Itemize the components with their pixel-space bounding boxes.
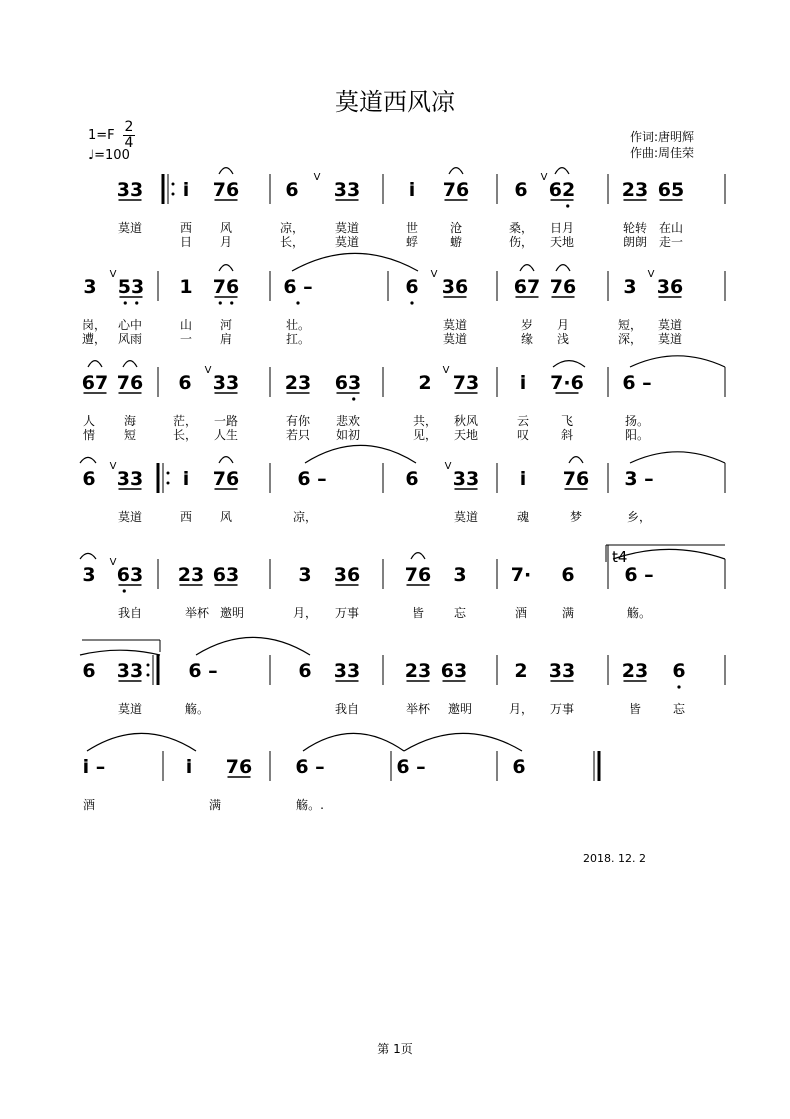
lyric-line-2: 蜉	[405, 235, 419, 249]
lyric-line-2: 阳。	[624, 428, 650, 442]
score-system-4	[82, 463, 725, 524]
slur-tie	[219, 457, 233, 463]
repeat-dot	[147, 674, 150, 677]
note: 63	[116, 564, 144, 586]
lyric-line-1: 飞	[560, 414, 574, 428]
note: 6 –	[295, 756, 325, 778]
pitch-annotation: t4	[612, 548, 628, 566]
note: 6	[285, 179, 299, 201]
note: 63	[334, 372, 362, 394]
lyric-line-1: 月，	[292, 606, 318, 620]
note: 3	[623, 276, 637, 298]
lyric-line-1: 日月	[549, 221, 575, 235]
note: 2	[514, 660, 528, 682]
note: i	[182, 179, 190, 201]
lyric-line-2: 短	[123, 428, 137, 442]
breath-mark: V	[204, 365, 212, 376]
breath-mark: V	[442, 365, 450, 376]
note: 33	[548, 660, 576, 682]
note: 67	[81, 372, 109, 394]
lyric-line-1: 云	[516, 414, 530, 428]
note: 76	[442, 179, 470, 201]
breath-mark: V	[540, 172, 548, 183]
note: 76	[549, 276, 577, 298]
note: 33	[116, 468, 144, 490]
note: 6	[298, 660, 312, 682]
breath-mark: V	[313, 172, 321, 183]
slur-tie	[88, 361, 102, 367]
time-signature	[123, 120, 135, 151]
note: 1	[179, 276, 193, 298]
note: 33	[212, 372, 240, 394]
lyric-line-2: 莫道	[442, 332, 468, 346]
lyric-line-1: 西	[179, 510, 193, 524]
lyric-line-2: 蝣	[449, 235, 463, 249]
lyric-line-1: 皆	[411, 606, 425, 620]
note: 6 –	[297, 468, 327, 490]
lyric-line-2: 天地	[549, 235, 575, 249]
note: 3	[298, 564, 312, 586]
note: 6	[178, 372, 192, 394]
lyric-line-2: 叹	[516, 428, 530, 442]
note: 53	[117, 276, 145, 298]
key-signature: 1=F	[88, 128, 115, 143]
note: 6	[514, 179, 528, 201]
note: 3	[83, 276, 97, 298]
note: 62	[548, 179, 576, 201]
lyric-line-1: 月	[556, 318, 570, 332]
tempo-marking	[88, 148, 130, 163]
slur-tie	[80, 457, 96, 463]
lyric-line-1: 人	[82, 414, 96, 428]
lyric-line-2: 遭，	[81, 332, 107, 346]
lyric-line-1: 短，	[617, 318, 643, 332]
note: 63	[440, 660, 468, 682]
slur-tie	[553, 361, 585, 367]
note: 6	[561, 564, 575, 586]
note: 3 –	[624, 468, 654, 490]
note: 23	[284, 372, 312, 394]
lyric-line-1: 共，	[412, 414, 438, 428]
lyric-line-1: 忘	[672, 702, 686, 716]
composer-credit: 作曲:周佳荣	[630, 146, 695, 160]
repeat-dot	[147, 664, 150, 667]
tempo-value: =100	[94, 148, 130, 163]
lyric-line-1: 莫道	[117, 510, 143, 524]
note: 6 –	[396, 756, 426, 778]
lyric-line-2: 情	[82, 428, 96, 442]
lyric-line-1: 莫道	[117, 221, 143, 235]
lyric-line-2: 日	[179, 235, 193, 249]
lyric-line-1: 觞。.	[296, 798, 324, 812]
note: 23	[177, 564, 205, 586]
slur-tie	[630, 452, 725, 463]
note: i	[185, 756, 193, 778]
low-octave-dot	[677, 685, 680, 688]
lyric-line-1: 觞。	[626, 606, 652, 620]
note: 36	[441, 276, 469, 298]
breath-mark: V	[444, 461, 452, 472]
lyric-line-1: 满	[208, 798, 222, 812]
slur-tie	[556, 265, 570, 271]
quarter-note-icon: ♩	[88, 148, 95, 163]
repeat-dot	[172, 183, 175, 186]
song-title: 莫道西风凉	[335, 88, 455, 116]
note: 33	[116, 179, 144, 201]
low-octave-dot	[566, 204, 569, 207]
note: 7·6	[550, 372, 584, 394]
lyric-line-2: 一	[179, 332, 193, 346]
lyric-line-1: 满	[561, 606, 575, 620]
lyric-line-2: 莫道	[334, 235, 360, 249]
slur-tie	[555, 168, 569, 174]
lyric-line-1: 岁	[520, 318, 534, 332]
lyricist-credit: 作词:唐明辉	[630, 130, 695, 144]
note: 33	[333, 179, 361, 201]
score-system-7	[83, 751, 599, 812]
lyric-line-1: 秋风	[453, 414, 479, 428]
slur-tie	[80, 650, 160, 655]
lyric-line-2: 伤，	[508, 235, 534, 249]
note: 67	[513, 276, 541, 298]
lyric-line-1: 莫道	[442, 318, 468, 332]
lyric-line-1: 莫道	[453, 510, 479, 524]
slur-tie	[449, 168, 463, 174]
note: 76	[212, 276, 240, 298]
score-system-6	[82, 655, 725, 716]
lyric-line-1: 莫道	[117, 702, 143, 716]
note: 33	[116, 660, 144, 682]
low-octave-dot	[296, 301, 299, 304]
lyric-line-2: 缘	[520, 332, 534, 346]
note: i	[519, 468, 527, 490]
note: 6	[82, 660, 96, 682]
lyric-line-1: 莫道	[657, 318, 683, 332]
repeat-dot	[167, 482, 170, 485]
note: 33	[452, 468, 480, 490]
note: 76	[225, 756, 253, 778]
note: i	[519, 372, 527, 394]
slur-tie	[219, 265, 233, 271]
slur-tie	[80, 553, 96, 559]
slur-tie	[196, 637, 310, 655]
lyric-line-1: 海	[123, 414, 137, 428]
lyric-line-1: 莫道	[334, 221, 360, 235]
breath-mark: V	[430, 269, 438, 280]
breath-mark: V	[109, 557, 117, 568]
lyric-line-1: 轮转	[622, 221, 648, 235]
lyric-line-2: 天地	[453, 428, 479, 442]
lyric-line-2: 肩	[219, 332, 233, 346]
repeat-dot	[172, 193, 175, 196]
lyric-line-1: 酒	[82, 798, 96, 812]
lyric-line-1: 风	[219, 221, 233, 235]
time-signature-bottom: 4	[124, 135, 134, 151]
note: 23	[621, 179, 649, 201]
lyric-line-1: 桑，	[508, 221, 534, 235]
lyric-line-2: 走一	[658, 235, 684, 249]
low-octave-dot	[219, 301, 222, 304]
slur-tie	[123, 361, 137, 367]
note: 76	[562, 468, 590, 490]
lyric-line-1: 乡，	[626, 510, 652, 524]
lyric-line-2: 莫道	[657, 332, 683, 346]
lyric-line-1: 风	[219, 510, 233, 524]
note: 33	[333, 660, 361, 682]
slur-tie	[613, 549, 725, 559]
lyric-line-1: 凉，	[279, 221, 305, 235]
note: 6 –	[624, 564, 654, 586]
score-system-2	[82, 271, 725, 346]
lyric-line-1: 忘	[453, 606, 467, 620]
lyric-line-1: 酒	[514, 606, 528, 620]
lyric-line-1: 一路	[213, 414, 239, 428]
lyric-line-2: 朗朗	[622, 235, 648, 249]
lyric-line-2: 若只	[285, 428, 311, 442]
date-stamp: 2018. 12. 2	[583, 852, 646, 865]
note: 63	[212, 564, 240, 586]
lyric-line-1: 万事	[549, 702, 575, 716]
slur-tie	[520, 265, 534, 271]
note: 23	[621, 660, 649, 682]
lyric-line-1: 心中	[117, 318, 143, 332]
slur-tie	[569, 457, 583, 463]
lyric-line-1: 梦	[569, 510, 583, 524]
low-octave-dot	[123, 589, 126, 592]
lyric-line-2: 见，	[412, 428, 438, 442]
note: 2	[418, 372, 432, 394]
lyric-line-1: 山	[179, 318, 193, 332]
time-signature-top: 2	[124, 119, 134, 135]
slur-tie	[305, 445, 416, 463]
breath-mark: V	[109, 269, 117, 280]
lyric-line-2: 月	[219, 235, 233, 249]
lyric-line-1: 我自	[117, 606, 143, 620]
lyric-line-1: 皆	[628, 702, 642, 716]
low-octave-dot	[124, 301, 127, 304]
repeat-dot	[167, 472, 170, 475]
lyric-line-2: 长，	[279, 235, 305, 249]
note: 73	[452, 372, 480, 394]
lyric-line-1: 万事	[334, 606, 360, 620]
note: i	[408, 179, 416, 201]
note: 76	[212, 179, 240, 201]
note: 6 –	[622, 372, 652, 394]
note: i –	[82, 756, 106, 778]
lyric-line-1: 西	[179, 221, 193, 235]
slur-tie	[404, 733, 522, 751]
lyric-line-1: 世	[405, 221, 419, 235]
note: 36	[656, 276, 684, 298]
note: 36	[333, 564, 361, 586]
lyric-line-1: 沧	[449, 221, 463, 235]
slur-tie	[219, 168, 233, 174]
note: 23	[404, 660, 432, 682]
note: 76	[212, 468, 240, 490]
low-octave-dot	[410, 301, 413, 304]
note: 65	[657, 179, 685, 201]
score-system-1	[117, 174, 725, 249]
note: 6	[512, 756, 526, 778]
low-octave-dot	[352, 397, 355, 400]
lyric-line-1: 魂	[516, 510, 530, 524]
lyric-line-1: 举杯	[184, 606, 210, 620]
slur-tie	[303, 733, 404, 751]
note: 6 –	[283, 276, 313, 298]
lyric-line-1: 在山	[658, 221, 684, 235]
note: 7·	[510, 564, 532, 586]
lyric-line-2: 深，	[617, 332, 643, 346]
note: 6	[82, 468, 96, 490]
lyric-line-1: 凉，	[292, 510, 318, 524]
note: 76	[116, 372, 144, 394]
score-system-5	[82, 545, 725, 620]
lyric-line-2: 浅	[556, 332, 570, 346]
slur-tie	[630, 356, 725, 367]
breath-mark: V	[109, 461, 117, 472]
note: 3	[453, 564, 467, 586]
note: 6 –	[188, 660, 218, 682]
low-octave-dot	[135, 301, 138, 304]
lyric-line-2: 如初	[335, 428, 361, 442]
lyric-line-2: 扛。	[285, 332, 311, 346]
lyric-line-1: 举杯	[405, 702, 431, 716]
lyric-line-1: 扬。	[624, 414, 650, 428]
lyric-line-1: 邀明	[447, 702, 473, 716]
lyric-line-1: 茫，	[172, 414, 198, 428]
slur-tie	[411, 553, 425, 559]
lyric-line-1: 岗，	[81, 318, 107, 332]
lyric-line-1: 河	[219, 318, 233, 332]
note: 3	[82, 564, 96, 586]
score-system-3	[82, 367, 725, 442]
lyric-line-1: 壮。	[285, 318, 311, 332]
lyric-line-1: 我自	[334, 702, 360, 716]
page-number: 第 1页	[377, 1042, 413, 1056]
note: 6	[405, 468, 419, 490]
note: 6	[672, 660, 686, 682]
note: i	[182, 468, 190, 490]
lyric-line-2: 长，	[172, 428, 198, 442]
low-octave-dot	[230, 301, 233, 304]
slur-tie	[87, 733, 196, 751]
lyric-line-1: 有你	[285, 414, 311, 428]
note: 6	[405, 276, 419, 298]
lyric-line-2: 斜	[560, 428, 574, 442]
lyric-line-2: 人生	[213, 428, 239, 442]
lyric-line-1: 悲欢	[335, 414, 361, 428]
lyric-line-1: 觞。	[184, 702, 210, 716]
lyric-line-2: 风雨	[117, 332, 143, 346]
lyric-line-1: 月，	[508, 702, 534, 716]
breath-mark: V	[647, 269, 655, 280]
lyric-line-1: 邀明	[219, 606, 245, 620]
note: 76	[404, 564, 432, 586]
slur-tie	[292, 253, 418, 271]
